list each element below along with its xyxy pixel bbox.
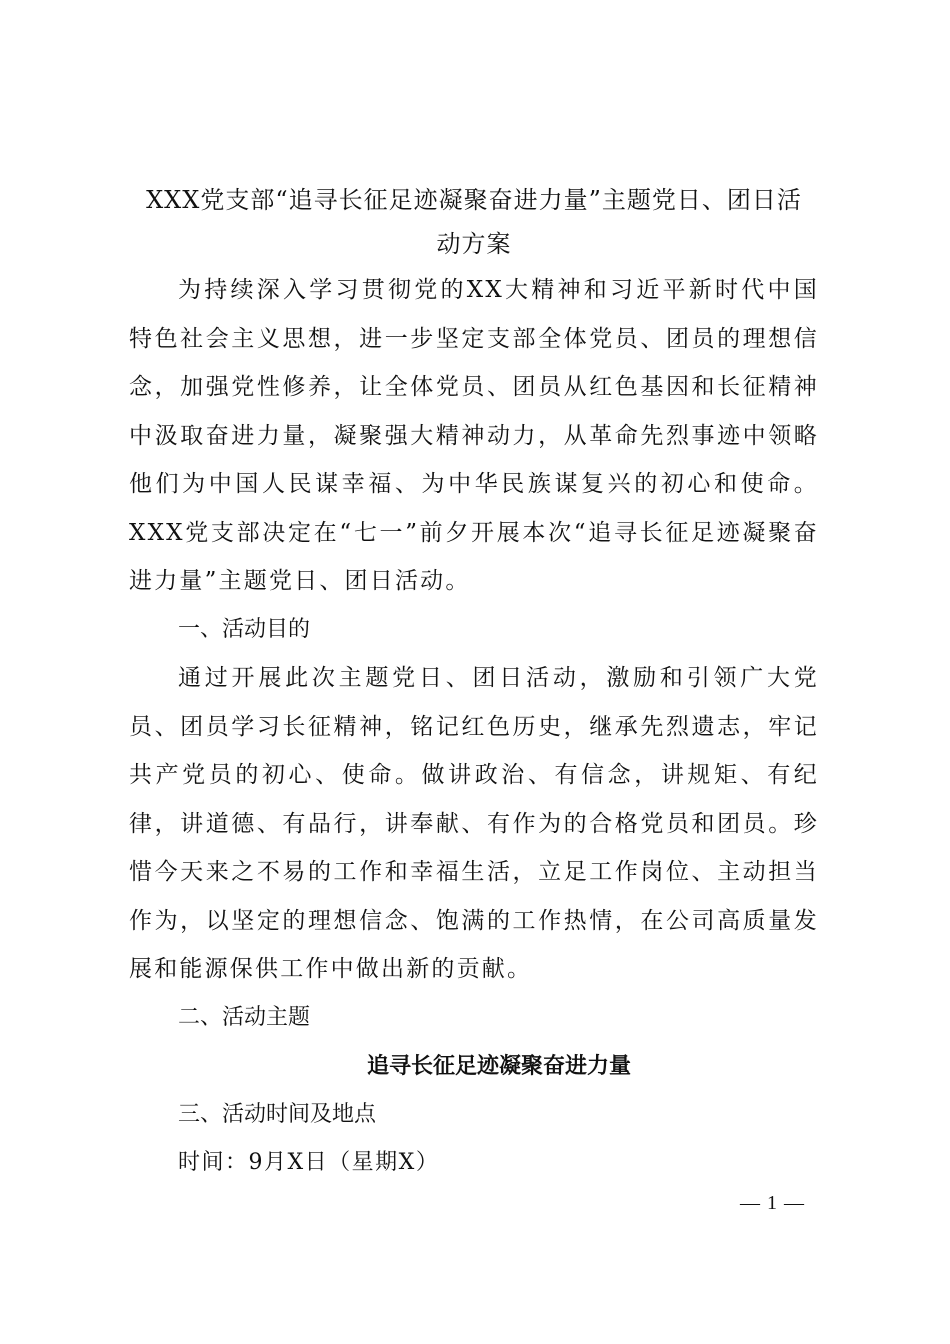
section-heading-purpose: 一、活动目的 [178,616,311,642]
page-number: — 1 — [740,1192,805,1214]
section-body-purpose: 通过开展此次主题党日、团日活动，激励和引领广大党员、团员学习长征精神，铭记红色历史，继承先烈遗志，牢记共产党员的初心、使命。做讲政治、有信念，讲规矩、有纪律，讲道德、有品行，讲奉献、有作为的合格党员和团员。珍惜今天来之不易的工作和幸福生活，立足工作岗位、主动担当作为，以坚定的理想信念、饱满的工作热情，在公司高质量发展和能源保供工作中做出新的贡献。 [129,665,819,982]
document-body [129,178,819,1188]
intro-paragraph [129,266,819,606]
document-title [117,178,831,266]
title-line-2: 动方案 [436,230,512,258]
intro-paragraph-decision-text: XXX党支部决定在“七一”前夕开展本次“追寻长征足迹凝聚奋进力量”主题党日、团日活动。 [129,519,819,594]
section-heading-time-place: 三、活动时间及地点 [178,1101,377,1127]
section-heading-theme: 二、活动主题 [178,1004,311,1030]
activity-time: 时间：9月X日（星期X） [178,1150,440,1175]
activity-theme: 追寻长征足迹凝聚奋进力量 [366,1053,631,1079]
title-line-1: XXX党支部“追寻长征足迹凝聚奋进力量”主题党日、团日活 [146,186,802,214]
intro-paragraph-text: 为持续深入学习贯彻党的XX大精神和习近平新时代中国特色社会主义思想，进一步坚定支部全体党员、团员的理想信念，加强党性修养，让全体党员、团员从红色基因和长征精神中汲取奋进力量，凝聚强大精神动力，从革命先烈事迹中领略他们为中国人民谋幸福、为中华民族谋复兴的初心和使命。 [129,277,819,497]
